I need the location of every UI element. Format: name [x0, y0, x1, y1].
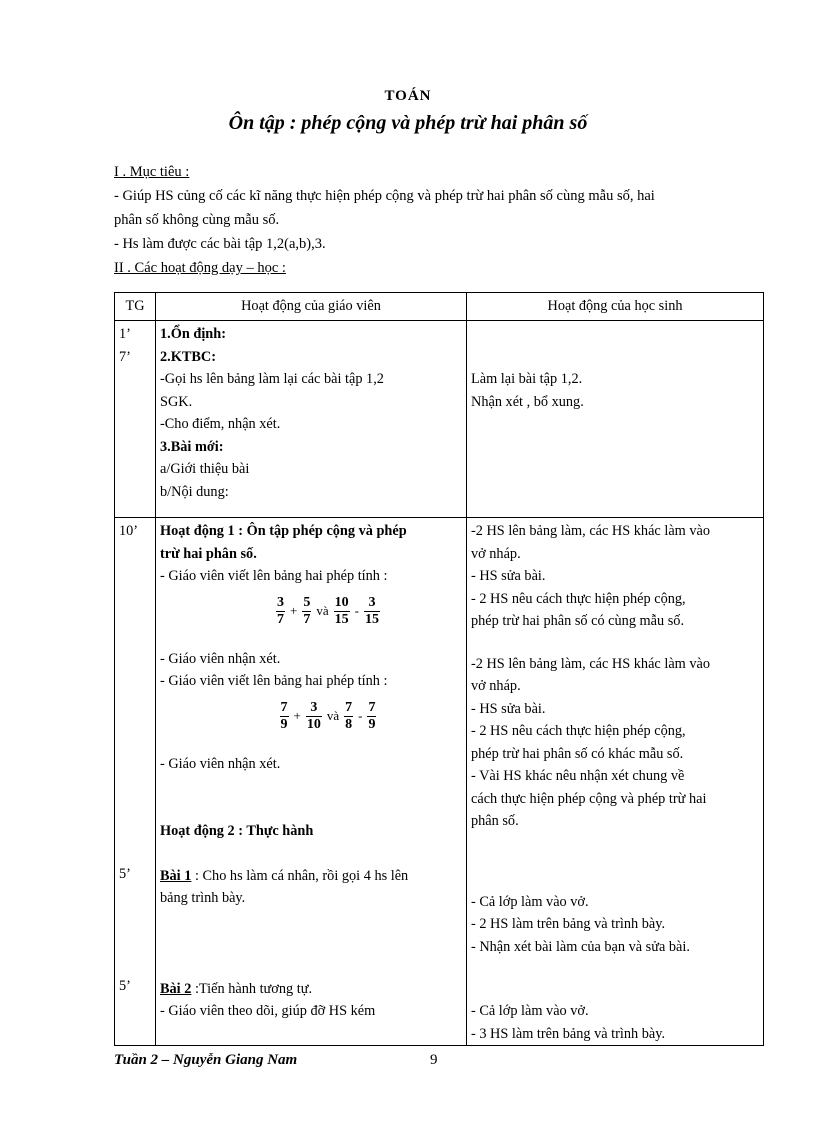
tg-value: 5’ [119, 978, 131, 994]
fraction-expression-1: $\frac{3}{7}$ + $\frac{5}{7}$ và $\frac{10}{15}$ - $\frac{3}{15}$ [277, 594, 379, 627]
activity-1-heading: trừ hai phân số. [160, 545, 257, 562]
objectives-section [114, 160, 655, 280]
teacher-cell [156, 518, 467, 1046]
objective-line: - Giúp HS củng cố các kĩ năng thực hiện phép cộng và phép trừ hai phân số cùng mẫu số, hai [114, 188, 655, 204]
tg-value: 1’ [119, 326, 131, 342]
fraction-expression-2: $\frac{7}{9}$ + $\frac{3}{10}$ và $\frac{7}{8}$ - $\frac{7}{9}$ [280, 699, 376, 732]
student-line: -2 HS lên bảng làm, các HS khác làm vào [471, 523, 711, 539]
student-line: vở nháp. [471, 678, 521, 694]
student-line: - 3 HS làm trên bảng và trình bày. [471, 1025, 666, 1042]
student-line: -2 HS lên bảng làm, các HS khác làm vào [471, 655, 711, 672]
teacher-line: - Giáo viên theo dõi, giúp đỡ HS kém [160, 1003, 376, 1019]
fraction: $\frac{3}{15}$ [364, 594, 379, 627]
teacher-line: bảng trình bày. [160, 890, 246, 906]
header-student: Hoạt động của học sinh [467, 293, 764, 321]
activity-1-heading: Hoạt động 1 : Ôn tập phép cộng và phép [160, 523, 407, 539]
lesson-title: Ôn tập : phép cộng và phép trừ hai phân số [228, 112, 588, 134]
student-line: Làm lại bài tập 1,2. [471, 371, 583, 387]
student-cell [467, 518, 764, 1046]
fraction: $\frac{3}{10}$ [306, 699, 321, 732]
teacher-line: -Cho điểm, nhận xét. [160, 416, 281, 432]
fraction: $\frac{7}{9}$ [280, 699, 288, 732]
student-line: phép trừ hai phân số có cùng mẫu số. [471, 613, 685, 629]
header-tg: TG [115, 293, 156, 321]
tg-value: 10’ [119, 523, 139, 539]
teacher-line: -Gọi hs lên bảng làm lại các bài tập 1,2 [160, 371, 384, 387]
exercise-2: Bài 2 :Tiến hành tương tự. [160, 980, 313, 997]
activity-2-heading: Hoạt động 2 : Thực hành [160, 823, 314, 839]
exercise-1: Bài 1 : Cho hs làm cá nhân, rồi gọi 4 hs lên [160, 867, 409, 884]
step-heading: 2.KTBC: [160, 348, 217, 365]
student-line: cách thực hiện phép cộng và phép trừ hai [471, 790, 707, 807]
activities-heading: II . Các hoạt động dạy – học : [114, 260, 286, 276]
tg-cell [115, 321, 156, 518]
fraction: $\frac{7}{8}$ [345, 699, 353, 732]
footer-author: Tuần 2 – Nguyễn Giang Nam [114, 1052, 298, 1068]
student-line: - Nhận xét bài làm của bạn và sửa bài. [471, 938, 690, 955]
teacher-cell [156, 321, 467, 518]
teacher-line: SGK. [160, 393, 193, 410]
teacher-line: - Giáo viên viết lên bảng hai phép tính : [160, 568, 388, 584]
teacher-line: b/Nội dung: [160, 483, 229, 500]
tg-cell [115, 518, 156, 1046]
teacher-line: - Giáo viên nhận xét. [160, 755, 281, 772]
teacher-line: - Giáo viên nhận xét. [160, 650, 281, 667]
student-line: - Cả lớp làm vào vở. [471, 893, 589, 910]
student-cell [467, 321, 764, 518]
student-line: vở nháp. [471, 545, 521, 562]
student-line: - 2 HS làm trên bảng và trình bày. [471, 916, 666, 932]
teacher-line: - Giáo viên viết lên bảng hai phép tính : [160, 673, 388, 689]
subject-heading: TOÁN [384, 88, 432, 104]
step-heading: 3.Bài mới: [160, 438, 224, 455]
student-line: phép trừ hai phân số có khác mẫu số. [471, 745, 684, 762]
student-line: - HS sửa bài. [471, 568, 546, 584]
teacher-line: a/Giới thiệu bài [160, 461, 250, 477]
table-header-row [115, 293, 764, 321]
student-line: phân số. [471, 813, 519, 829]
step-heading: 1.Ổn định: [160, 326, 226, 342]
tg-value: 5’ [119, 865, 131, 882]
student-line: - 2 HS nêu cách thực hiện phép cộng, [471, 723, 686, 739]
student-line: Nhận xét , bổ xung. [471, 393, 584, 410]
fraction: $\frac{7}{9}$ [368, 699, 376, 732]
objectives-heading: I . Mục tiêu : [114, 164, 190, 180]
table-row [115, 321, 764, 518]
fraction: $\frac{10}{15}$ [334, 594, 349, 627]
student-line: - HS sửa bài. [471, 700, 546, 717]
table-row [115, 518, 764, 1046]
fraction: $\frac{3}{7}$ [277, 594, 285, 627]
objective-line: - Hs làm được các bài tập 1,2(a,b),3. [114, 236, 326, 252]
page-number: 9 [430, 1052, 438, 1068]
student-line: - Vài HS khác nêu nhận xét chung về [471, 768, 685, 784]
lesson-table [114, 292, 764, 1046]
tg-value: 7’ [119, 348, 131, 365]
student-line: - 2 HS nêu cách thực hiện phép cộng, [471, 590, 686, 607]
student-line: - Cả lớp làm vào vở. [471, 1003, 589, 1019]
objective-line: phân số không cùng mẫu số. [114, 212, 280, 228]
fraction: $\frac{5}{7}$ [303, 594, 311, 627]
header-teacher: Hoạt động của giáo viên [156, 293, 467, 321]
